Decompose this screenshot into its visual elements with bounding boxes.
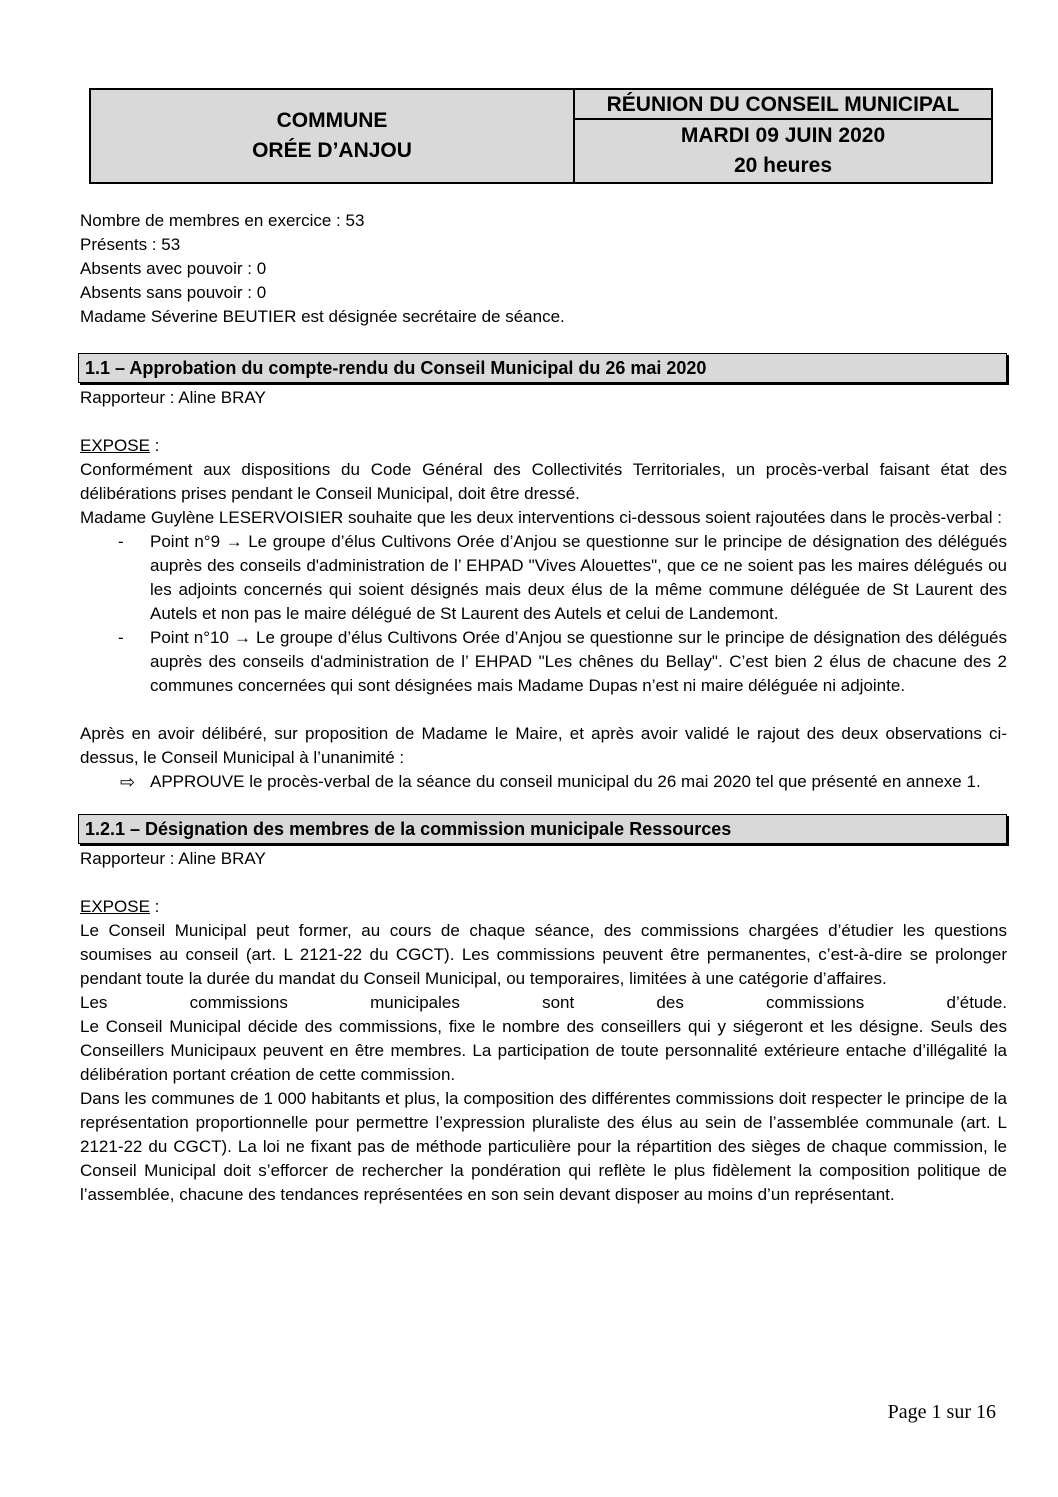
attendance-line: Nombre de membres en exercice : 53 bbox=[80, 211, 365, 230]
section-title-1-2-1: 1.2.1 – Désignation des membres de la commission municipale Ressources bbox=[78, 814, 1007, 844]
commune-title: COMMUNE bbox=[276, 109, 388, 132]
paragraph: Madame Guylène LESERVOISIER souhaite que les deux interventions ci-dessous soient rajoutées dans le procès-verbal : bbox=[80, 508, 1002, 527]
attendance-line: Madame Séverine BEUTIER est désignée secrétaire de séance. bbox=[80, 307, 565, 326]
list-item bbox=[80, 626, 1007, 698]
list-item-text: Point n°10 → Le groupe d’élus Cultivons Orée d’Anjou se questionne sur le principe de désignation des délégués auprès des conseils d'administration de l’ EHPAD "Les chênes du Bellay". C’est bien 2 élus de chacune des 2 communes concernées qui sont désignées mais Madame Dupas n’est ni maire déléguée ni adjointe. bbox=[150, 628, 1007, 695]
decision-arrow-icon: ⇨ bbox=[120, 772, 136, 792]
meeting-datetime bbox=[575, 120, 991, 182]
rapporteur-line: Rapporteur : Aline BRAY bbox=[80, 388, 266, 407]
expose-label: EXPOSE bbox=[80, 436, 150, 455]
attendance-line: Absents sans pouvoir : 0 bbox=[80, 283, 267, 302]
paragraph: Conformément aux dispositions du Code Général des Collectivités Territoriales, un procès-verbal faisant état des délibérations prises pendant le Conseil Municipal, doit être dressé. bbox=[80, 460, 1007, 503]
attendance-block bbox=[80, 209, 1007, 329]
decision-text: APPROUVE le procès-verbal de la séance du conseil municipal du 26 mai 2020 tel que présenté en annexe 1. bbox=[150, 772, 981, 791]
paragraph: Le Conseil Municipal décide des commissions, fixe le nombre des conseillers qui y siégeront et les désigne. Seuls des Conseillers Municipaux peuvent en être membres. La participation de toute personnalité extérieure entache d’illégalité la délibération portant création de cette commission. bbox=[80, 1017, 1007, 1084]
commune-cell bbox=[91, 90, 575, 182]
rapporteur-line: Rapporteur : Aline BRAY bbox=[80, 849, 266, 868]
decision-item bbox=[80, 770, 1007, 794]
paragraph: Le Conseil Municipal peut former, au cours de chaque séance, des commissions chargées d’étudier les questions soumises au conseil (art. L 2121-22 du CGCT). Les commissions peuvent être permanentes, c’est-à-dire se prolonger pendant toute la durée du mandat du Conseil Municipal, ou temporaires, limitées à une catégorie d’affaires. bbox=[80, 921, 1007, 988]
expose-heading bbox=[80, 434, 1007, 458]
commune-name: ORÉE D’ANJOU bbox=[252, 139, 412, 162]
expose-heading bbox=[80, 895, 1007, 919]
page-number: Page 1 sur 16 bbox=[887, 1401, 996, 1423]
bullet-dash: - bbox=[118, 628, 124, 647]
paragraph: Après en avoir délibéré, sur proposition de Madame le Maire, et après avoir validé le rajout des deux observations ci-dessus, le Conseil Municipal à l’unanimité : bbox=[80, 724, 1007, 767]
section-title-1-1: 1.1 – Approbation du compte-rendu du Conseil Municipal du 26 mai 2020 bbox=[78, 353, 1007, 383]
list-item-text: Point n°9 → Le groupe d’élus Cultivons Orée d’Anjou se questionne sur le principe de désignation des délégués auprès des conseils d'administration de l’ EHPAD "Vives Alouettes", que ce ne soient pas les maires délégués ou les adjoints concernés qui soient désignés mais deux élus de la même commune déléguée de St Laurent des Autels et non pas le maire délégué de St Laurent des Autels et celui de Landemont. bbox=[150, 532, 1007, 623]
paragraph-justified-line: Les commissions municipales sont des commissions d’étude. bbox=[80, 993, 1007, 1012]
expose-colon: : bbox=[149, 436, 160, 455]
bullet-dash: - bbox=[118, 532, 124, 551]
expose-colon: : bbox=[149, 897, 160, 916]
meeting-time: 20 heures bbox=[733, 154, 833, 177]
header-table bbox=[89, 88, 993, 184]
meeting-cell bbox=[575, 90, 991, 182]
meeting-date: MARDI 09 JUIN 2020 bbox=[680, 124, 886, 147]
meeting-title: RÉUNION DU CONSEIL MUNICIPAL bbox=[575, 90, 991, 120]
attendance-line: Absents avec pouvoir : 0 bbox=[80, 259, 267, 278]
list-item bbox=[80, 530, 1007, 626]
expose-label: EXPOSE bbox=[80, 897, 150, 916]
attendance-line: Présents : 53 bbox=[80, 235, 181, 254]
paragraph: Dans les communes de 1 000 habitants et plus, la composition des différentes commissions doit respecter le principe de la représentation proportionnelle pour permettre l’expression pluraliste des élus au sein de l’assemblée communale (art. L 2121-22 du CGCT). La loi ne fixant pas de méthode particulière pour la répartition des sièges de chaque commission, le Conseil Municipal doit s’efforcer de rechercher la pondération qui reflète le plus fidèlement la composition politique de l’assemblée, chacune des tendances représentées en son sein devant disposer au moins d’un représentant. bbox=[80, 1089, 1007, 1204]
